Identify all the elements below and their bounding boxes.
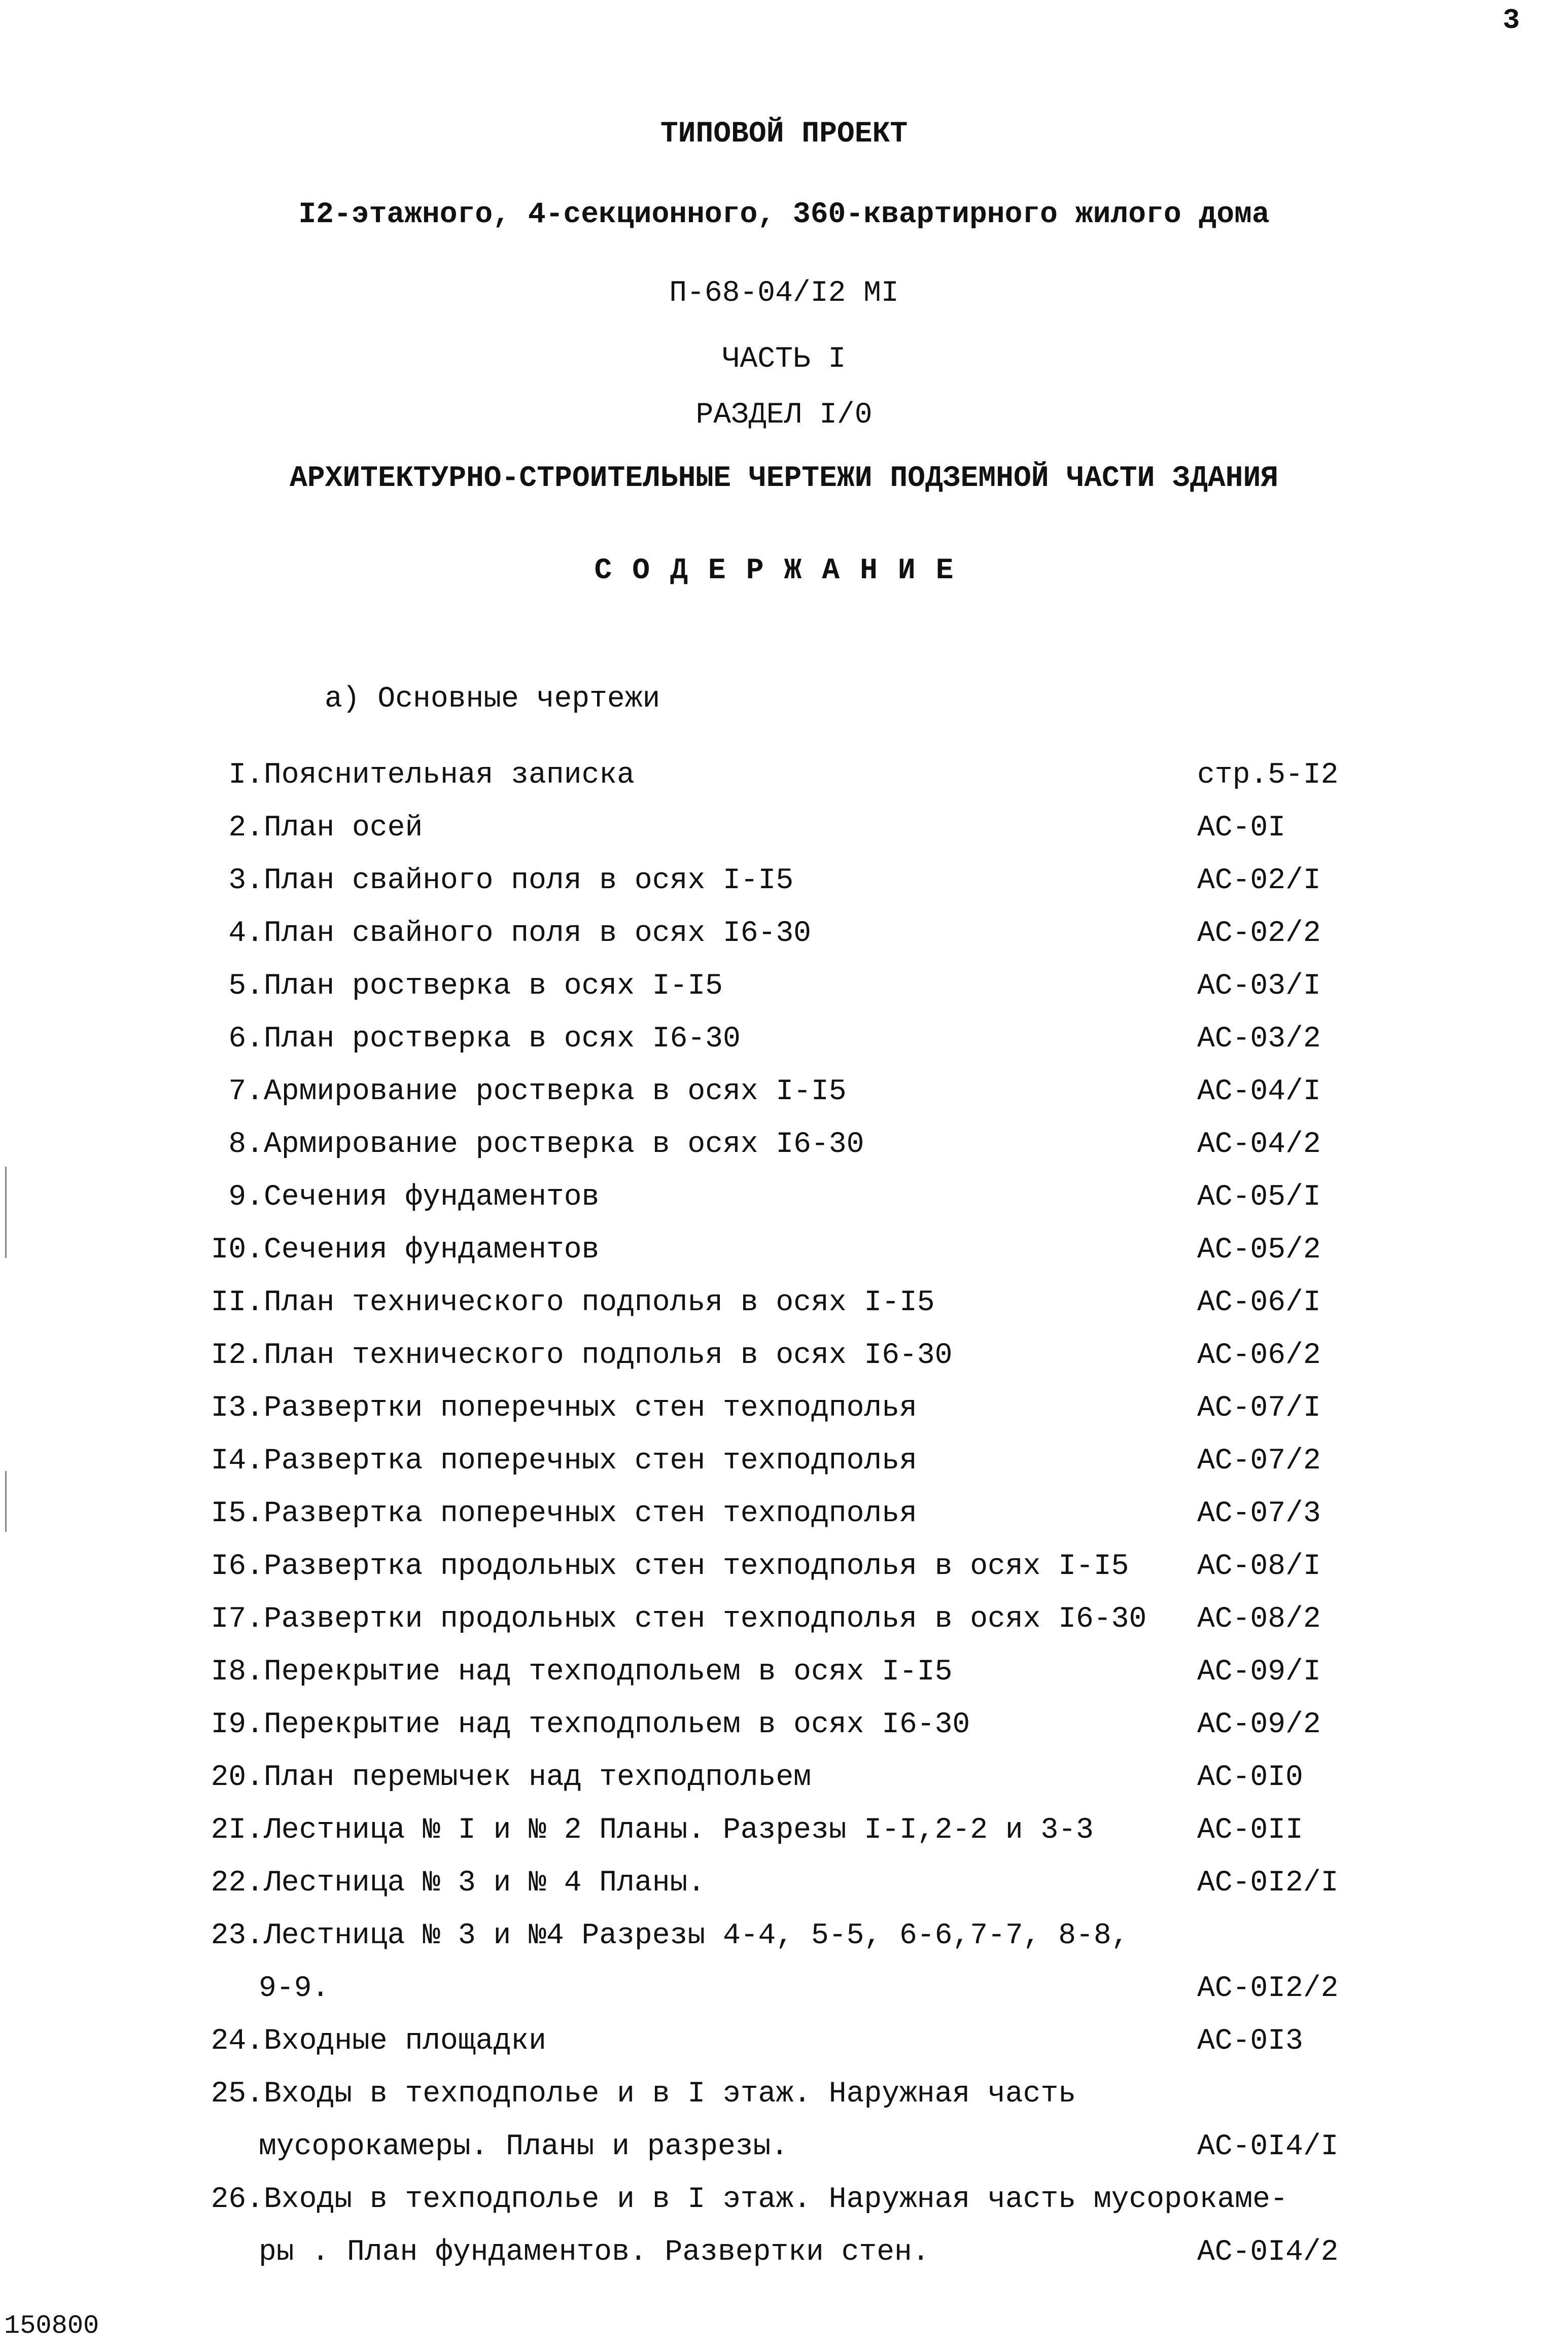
item-title: Развертка поперечных стен техподполья xyxy=(264,1497,917,1530)
contents-item xyxy=(0,1605,1568,1658)
project-code: П-68-04/I2 МI xyxy=(669,277,899,310)
contents-item xyxy=(0,1710,1568,1763)
item-number: II. xyxy=(211,1286,264,1319)
item-sheet-code: АС-07/I xyxy=(1197,1392,1321,1425)
scan-edge-mark xyxy=(5,1167,7,1258)
item-title-continuation: 9-9. xyxy=(259,1972,330,2005)
item-sheet-code: АС-02/2 xyxy=(1197,917,1321,950)
scan-edge-mark xyxy=(5,1471,7,1532)
contents-item xyxy=(0,1025,1568,1077)
item-sheet-code: АС-0II xyxy=(1197,1814,1303,1847)
item-sheet-code: АС-06/I xyxy=(1197,1286,1321,1319)
item-sheet-code: АС-0I2/2 xyxy=(1197,1972,1339,2005)
item-title: План свайного поля в осях I-I5 xyxy=(264,864,794,897)
part-label: ЧАСТЬ I xyxy=(722,343,846,376)
contents-item xyxy=(0,761,1568,814)
item-number: I3. xyxy=(211,1392,264,1425)
item-title: Входные площадки xyxy=(264,2025,546,2058)
contents-item xyxy=(0,866,1568,919)
item-title: Развертки продольных стен техподполья в осях I6-30 xyxy=(264,1603,1147,1636)
item-title: Развертки поперечных стен техподполья xyxy=(264,1392,917,1425)
contents-item xyxy=(0,1288,1568,1341)
item-number: 8. xyxy=(228,1128,264,1161)
item-number: 9. xyxy=(228,1181,264,1214)
item-title: План свайного поля в осях I6-30 xyxy=(264,917,811,950)
item-number: I2. xyxy=(211,1339,264,1372)
item-title: Входы в техподполье и в I этаж. Наружная часть xyxy=(264,2078,1076,2111)
item-title: Лестница № 3 и № 4 Планы. xyxy=(264,1867,706,1900)
item-sheet-code: АС-0I4/2 xyxy=(1197,2236,1339,2269)
item-title: Сечения фундаментов xyxy=(264,1181,600,1214)
item-sheet-code: АС-0I xyxy=(1197,812,1286,845)
contents-item xyxy=(0,1394,1568,1447)
contents-item xyxy=(0,919,1568,972)
item-sheet-code: АС-05/2 xyxy=(1197,1234,1321,1267)
item-title: План технического подполья в осях I-I5 xyxy=(264,1286,935,1319)
contents-item xyxy=(0,814,1568,866)
item-sheet-code: АС-08/2 xyxy=(1197,1603,1321,1636)
item-title: План ростверка в осях I-I5 xyxy=(264,970,723,1003)
page-number: 3 xyxy=(1503,4,1520,37)
item-sheet-code: АС-09/2 xyxy=(1197,1708,1321,1741)
item-number: 4. xyxy=(228,917,264,950)
item-sheet-code: стр.5-I2 xyxy=(1197,759,1339,792)
item-number: I8. xyxy=(211,1656,264,1689)
item-sheet-code: АС-08/I xyxy=(1197,1550,1321,1583)
item-sheet-code: АС-03/I xyxy=(1197,970,1321,1003)
item-sheet-code: АС-07/2 xyxy=(1197,1445,1321,1478)
item-title-continuation: ры . План фундаментов. Развертки стен. xyxy=(259,2236,930,2269)
item-number: I. xyxy=(228,759,264,792)
contents-item xyxy=(0,1183,1568,1236)
item-title: План технического подполья в осях I6-30 xyxy=(264,1339,953,1372)
item-sheet-code: АС-04/2 xyxy=(1197,1128,1321,1161)
item-title: Сечения фундаментов xyxy=(264,1234,600,1267)
item-sheet-code: АС-0I3 xyxy=(1197,2025,1303,2058)
item-number: I7. xyxy=(211,1603,264,1636)
item-number: I4. xyxy=(211,1445,264,1478)
item-sheet-code: АС-03/2 xyxy=(1197,1023,1321,1056)
item-title-continuation: мусорокамеры. Планы и разрезы. xyxy=(259,2130,789,2163)
subsection-heading: а) Основные чертежи xyxy=(325,683,660,716)
item-title: Перекрытие над техподпольем в осях I6-30 xyxy=(264,1708,970,1741)
item-sheet-code: АС-05/I xyxy=(1197,1181,1321,1214)
contents-item xyxy=(0,1130,1568,1183)
item-title: План осей xyxy=(264,812,423,845)
contents-item xyxy=(0,1763,1568,1816)
item-sheet-code: АС-04/I xyxy=(1197,1075,1321,1108)
item-sheet-code: АС-06/2 xyxy=(1197,1339,1321,1372)
item-title: Развертка поперечных стен техподполья xyxy=(264,1445,917,1478)
item-number: 7. xyxy=(228,1075,264,1108)
document-title: ТИПОВОЙ ПРОЕКТ xyxy=(660,118,908,151)
item-number: 24. xyxy=(211,2025,264,2058)
item-title: Входы в техподполье и в I этаж. Наружная часть мусорокаме- xyxy=(264,2183,1288,2216)
item-number: 22. xyxy=(211,1867,264,1900)
item-number: I0. xyxy=(211,1234,264,1267)
contents-item xyxy=(0,1236,1568,1288)
contents-item xyxy=(0,1077,1568,1130)
item-number: I5. xyxy=(211,1497,264,1530)
contents-item xyxy=(0,2027,1568,2080)
contents-heading: СОДЕРЖАНИЕ xyxy=(594,554,974,587)
contents-item xyxy=(0,972,1568,1025)
item-title: Лестница № 3 и №4 Разрезы 4-4, 5-5, 6-6,7-7, 8-8, xyxy=(264,1919,1129,1952)
item-sheet-code: АС-09/I xyxy=(1197,1656,1321,1689)
item-number: 3. xyxy=(228,864,264,897)
contents-item xyxy=(0,2080,1568,2185)
item-number: 2I. xyxy=(211,1814,264,1847)
item-number: 25. xyxy=(211,2078,264,2111)
item-title: Армирование ростверка в осях I6-30 xyxy=(264,1128,864,1161)
item-number: 2. xyxy=(228,812,264,845)
item-title: Перекрытие над техподпольем в осях I-I5 xyxy=(264,1656,953,1689)
item-number: I6. xyxy=(211,1550,264,1583)
item-number: 20. xyxy=(211,1761,264,1794)
item-sheet-code: АС-02/I xyxy=(1197,864,1321,897)
contents-item xyxy=(0,1816,1568,1869)
item-number: 26. xyxy=(211,2183,264,2216)
item-number: 23. xyxy=(211,1919,264,1952)
item-sheet-code: АС-07/3 xyxy=(1197,1497,1321,1530)
item-title: План ростверка в осях I6-30 xyxy=(264,1023,741,1056)
contents-item xyxy=(0,1552,1568,1605)
item-title: Армирование ростверка в осях I-I5 xyxy=(264,1075,847,1108)
item-number: 6. xyxy=(228,1023,264,1056)
contents-item xyxy=(0,1658,1568,1710)
bottom-mark: 150800 xyxy=(4,2311,99,2341)
item-title: Пояснительная записка xyxy=(264,759,635,792)
item-title: Лестница № I и № 2 Планы. Разрезы I-I,2-2 и 3-3 xyxy=(264,1814,1094,1847)
contents-item xyxy=(0,1921,1568,2027)
item-sheet-code: АС-0I0 xyxy=(1197,1761,1303,1794)
contents-item xyxy=(0,1447,1568,1499)
item-sheet-code: АС-0I4/I xyxy=(1197,2130,1339,2163)
contents-item xyxy=(0,2185,1568,2291)
item-sheet-code: АС-0I2/I xyxy=(1197,1867,1339,1900)
section-label: РАЗДЕЛ I/0 xyxy=(695,399,873,432)
contents-item xyxy=(0,1341,1568,1394)
item-number: 5. xyxy=(228,970,264,1003)
contents-item xyxy=(0,1499,1568,1552)
item-number: I9. xyxy=(211,1708,264,1741)
item-title: Развертка продольных стен техподполья в осях I-I5 xyxy=(264,1550,1129,1583)
item-title: План перемычек над техподпольем xyxy=(264,1761,811,1794)
document-subtitle: I2-этажного, 4-секционного, 360-квартирного жилого дома xyxy=(298,198,1270,231)
section-title: АРХИТЕКТУРНО-СТРОИТЕЛЬНЫЕ ЧЕРТЕЖИ ПОДЗЕМНОЙ ЧАСТИ ЗДАНИЯ xyxy=(289,462,1279,495)
contents-item xyxy=(0,1869,1568,1921)
